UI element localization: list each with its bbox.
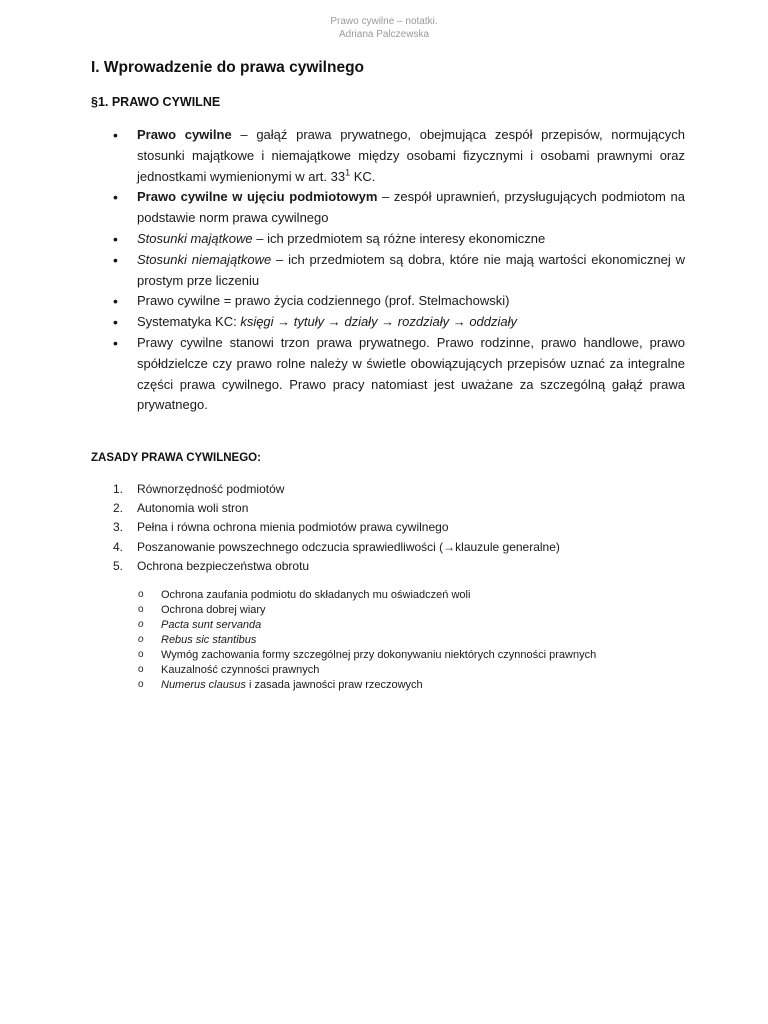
superscript-number: 1	[345, 167, 351, 178]
sub-list-item: o Wymóg zachowania formy szczególnej przy dokonywaniu niektórych czynności prawnych	[161, 648, 681, 663]
list-item	[113, 480, 697, 499]
bullet-term: Prawo cywilne	[137, 127, 232, 142]
list-number: 4.	[113, 539, 124, 554]
bullet-text: Prawy cywilne stanowi trzon prawa prywatnego. Prawo rodzinne, prawo handlowe, prawo spółdzielcze czy prawo rolne należy w świetle obowiązujących przepisów uznać za integralne części prawa cywilnego. Prawo pracy natomiast jest uważane za szczególną gałąź prawa prywatnego.	[137, 334, 685, 413]
list-item	[113, 499, 697, 518]
list-item-text: Ochrona bezpieczeństwa obrotu	[137, 558, 310, 573]
list-item	[113, 518, 697, 537]
bullet-item-stosunki-majatkowe	[137, 229, 685, 250]
definitions-list	[137, 125, 685, 416]
list-item-text: Autonomia woli stron	[137, 501, 249, 516]
bullet-text: – ich przedmiotem są różne interesy ekonomiczne	[252, 230, 546, 246]
bullet-term: Prawo cywilne w ujęciu podmiotowym	[137, 189, 378, 205]
sub-list-item-text: i zasada jawności praw rzeczowych	[245, 679, 423, 691]
principles-list	[113, 480, 697, 576]
header-line-title: Prawo cywilne – notatki.	[330, 16, 438, 27]
bullet-term: Stosunki niemajątkowe	[137, 251, 272, 267]
list-item-text: Poszanowanie powszechnego odczucia sprawiedliwości (→klauzule generalne)	[137, 539, 560, 554]
list-item	[113, 557, 697, 576]
list-item-text: Równorzędność podmiotów	[137, 482, 285, 496]
sub-list-item: o Pacta sunt servanda	[161, 618, 681, 633]
bullet-text: Prawo cywilne = prawo życia codziennego (prof. Stelmachowski)	[137, 293, 510, 309]
bullet-item-ujecie-podmiotowe	[137, 187, 685, 229]
list-number: 5.	[113, 558, 124, 573]
principles-heading: ZASADY PRAWA CYWILNEGO:	[91, 452, 261, 464]
header-line-author: Adriana Palczewska	[338, 29, 430, 40]
list-number: 1.	[113, 482, 124, 496]
bullet-text-tail: KC.	[350, 168, 376, 184]
list-number: 3.	[113, 520, 124, 535]
bullet-item-prawo-cywilne	[137, 125, 685, 187]
bullet-item-stosunki-niemajatkowe	[137, 250, 685, 292]
sub-list-item: o Ochrona zaufania podmiotu do składanych mu oświadczeń woli	[161, 588, 681, 603]
sub-list-item: o Kauzalność czynności prawnych	[161, 663, 681, 678]
list-number: 2.	[113, 501, 124, 516]
list-item-text: Pełna i równa ochrona mienia podmiotów prawa cywilnego	[137, 520, 449, 535]
sub-list-item	[161, 678, 681, 693]
systematics-chain: księgi → tytuły → działy → rozdziały → oddziały	[240, 314, 518, 330]
list-item	[113, 538, 697, 557]
chapter-title: I. Wprowadzenie do prawa cywilnego	[91, 59, 365, 76]
running-header	[0, 15, 768, 41]
bullet-item-prawo-zycia	[137, 291, 685, 312]
bullet-item-trzon-prawa	[137, 333, 685, 416]
bullet-term: Stosunki majątkowe	[137, 230, 253, 246]
bullet-text: – ich przedmiotem są dobra, które nie mają wartości ekonomicznej w prostym prze liczeniu	[137, 251, 685, 288]
bullet-prefix: Systematyka KC:	[137, 314, 241, 330]
bullet-text: – gałąź prawa prywatnego, obejmująca zespół przepisów, normujących stosunki majątkowe i niemajątkowe między osobami fizycznymi i osobami prawnymi oraz jednostkami wymienionymi w art. 33	[137, 127, 685, 184]
section-heading: §1. PRAWO CYWILNE	[91, 95, 221, 109]
sub-principles-list	[161, 588, 681, 693]
bullet-text: – zespół uprawnień, przysługujących podmiotom na podstawie norm prawa cywilnego	[137, 189, 685, 226]
sub-list-item: o Rebus sic stantibus	[161, 633, 681, 648]
sub-list-item: o Ochrona dobrej wiary	[161, 603, 681, 618]
latin-term: Numerus clausus	[161, 679, 246, 691]
bullet-item-systematyka	[137, 312, 685, 333]
